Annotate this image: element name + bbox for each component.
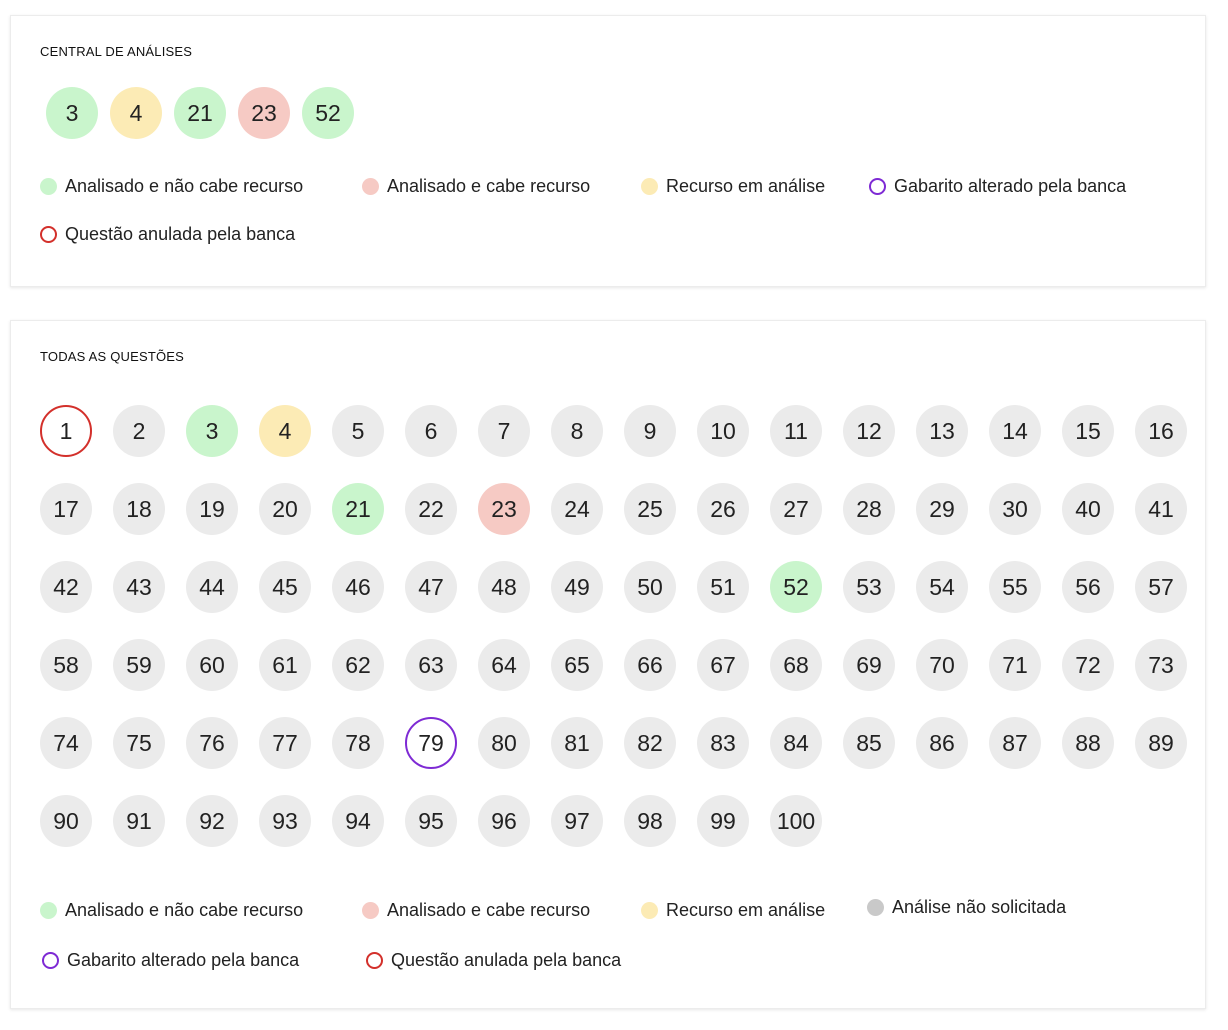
legend-purple-ring-dot-icon <box>869 178 886 195</box>
question-button[interactable]: 90 <box>40 795 92 847</box>
question-button[interactable]: 6 <box>405 405 457 457</box>
question-button[interactable]: 28 <box>843 483 895 535</box>
question-button[interactable]: 56 <box>1062 561 1114 613</box>
question-button[interactable]: 61 <box>259 639 311 691</box>
question-button[interactable]: 73 <box>1135 639 1187 691</box>
legend-item <box>366 950 621 971</box>
question-button[interactable]: 27 <box>770 483 822 535</box>
question-button[interactable]: 98 <box>624 795 676 847</box>
legend-item <box>42 950 299 971</box>
question-button[interactable]: 8 <box>551 405 603 457</box>
question-button[interactable]: 70 <box>916 639 968 691</box>
legend-yellow-dot-icon <box>641 902 658 919</box>
question-button[interactable]: 85 <box>843 717 895 769</box>
question-button[interactable]: 45 <box>259 561 311 613</box>
question-button[interactable]: 96 <box>478 795 530 847</box>
question-button[interactable]: 55 <box>989 561 1041 613</box>
question-button[interactable]: 15 <box>1062 405 1114 457</box>
question-button[interactable]: 22 <box>405 483 457 535</box>
question-button[interactable]: 95 <box>405 795 457 847</box>
question-button[interactable]: 42 <box>40 561 92 613</box>
legend-item <box>867 897 1066 918</box>
question-button[interactable]: 20 <box>259 483 311 535</box>
question-button[interactable]: 7 <box>478 405 530 457</box>
legend-gray-dot-icon <box>867 899 884 916</box>
question-button[interactable]: 30 <box>989 483 1041 535</box>
question-button[interactable]: 5 <box>332 405 384 457</box>
legend-item <box>641 176 825 197</box>
legend-label: Recurso em análise <box>666 176 826 196</box>
legend-red-ring-dot-icon <box>40 226 57 243</box>
question-button[interactable]: 18 <box>113 483 165 535</box>
question-button[interactable]: 87 <box>989 717 1041 769</box>
question-button[interactable]: 97 <box>551 795 603 847</box>
question-button[interactable]: 54 <box>916 561 968 613</box>
question-button[interactable]: 72 <box>1062 639 1114 691</box>
question-button[interactable]: 29 <box>916 483 968 535</box>
question-button[interactable]: 68 <box>770 639 822 691</box>
question-button[interactable]: 79 <box>405 717 457 769</box>
question-button[interactable]: 23 <box>238 87 290 139</box>
question-button[interactable]: 99 <box>697 795 749 847</box>
question-button[interactable]: 2 <box>113 405 165 457</box>
legend-label: Analisado e cabe recurso <box>387 900 591 920</box>
question-button[interactable]: 88 <box>1062 717 1114 769</box>
question-button[interactable]: 64 <box>478 639 530 691</box>
question-button[interactable]: 66 <box>624 639 676 691</box>
question-button[interactable]: 81 <box>551 717 603 769</box>
legend-red-ring-dot-icon <box>366 952 383 969</box>
question-button[interactable]: 25 <box>624 483 676 535</box>
legend-label: Analisado e cabe recurso <box>387 176 591 196</box>
question-button[interactable]: 4 <box>259 405 311 457</box>
question-button[interactable]: 91 <box>113 795 165 847</box>
question-button[interactable]: 14 <box>989 405 1041 457</box>
question-button[interactable]: 1 <box>40 405 92 457</box>
question-button[interactable]: 40 <box>1062 483 1114 535</box>
question-button[interactable]: 60 <box>186 639 238 691</box>
question-button[interactable]: 80 <box>478 717 530 769</box>
question-button[interactable]: 46 <box>332 561 384 613</box>
question-button[interactable]: 93 <box>259 795 311 847</box>
todas-as-questoes-panel <box>10 320 1206 1009</box>
question-button[interactable]: 69 <box>843 639 895 691</box>
legend-label: Analisado e não cabe recurso <box>65 176 304 196</box>
legend-item <box>641 900 825 921</box>
question-button[interactable]: 23 <box>478 483 530 535</box>
legend-green-dot-icon <box>40 178 57 195</box>
question-button[interactable]: 74 <box>40 717 92 769</box>
question-button[interactable]: 59 <box>113 639 165 691</box>
question-button[interactable]: 71 <box>989 639 1041 691</box>
legend-label: Questão anulada pela banca <box>391 950 622 970</box>
question-button[interactable]: 50 <box>624 561 676 613</box>
question-button[interactable]: 52 <box>302 87 354 139</box>
legend-item <box>40 900 303 921</box>
question-button[interactable]: 11 <box>770 405 822 457</box>
question-button[interactable]: 13 <box>916 405 968 457</box>
question-button[interactable]: 51 <box>697 561 749 613</box>
legend-label: Recurso em análise <box>666 900 826 920</box>
question-button[interactable]: 57 <box>1135 561 1187 613</box>
question-button[interactable]: 84 <box>770 717 822 769</box>
legend-item <box>40 176 303 197</box>
question-button[interactable]: 67 <box>697 639 749 691</box>
question-button[interactable]: 65 <box>551 639 603 691</box>
legend-red-dot-icon <box>362 902 379 919</box>
legend-label: Gabarito alterado pela banca <box>67 950 300 970</box>
question-button[interactable]: 24 <box>551 483 603 535</box>
question-button[interactable]: 17 <box>40 483 92 535</box>
central-de-analises-panel <box>10 15 1206 287</box>
legend-yellow-dot-icon <box>641 178 658 195</box>
question-button[interactable]: 63 <box>405 639 457 691</box>
legend-red-dot-icon <box>362 178 379 195</box>
question-button[interactable]: 26 <box>697 483 749 535</box>
question-button[interactable]: 41 <box>1135 483 1187 535</box>
question-button[interactable]: 58 <box>40 639 92 691</box>
question-button[interactable]: 3 <box>46 87 98 139</box>
legend-label: Analisado e não cabe recurso <box>65 900 304 920</box>
question-button[interactable]: 21 <box>174 87 226 139</box>
question-button[interactable]: 62 <box>332 639 384 691</box>
legend-green-dot-icon <box>40 902 57 919</box>
question-button[interactable]: 21 <box>332 483 384 535</box>
legend-item <box>362 176 590 197</box>
todas-panel-title: TODAS AS QUESTÕES <box>40 349 185 364</box>
legend-label: Gabarito alterado pela banca <box>894 176 1127 196</box>
question-button[interactable]: 19 <box>186 483 238 535</box>
legend-label: Questão anulada pela banca <box>65 224 296 244</box>
question-button[interactable]: 77 <box>259 717 311 769</box>
question-button[interactable]: 43 <box>113 561 165 613</box>
legend-item <box>362 900 590 921</box>
question-button[interactable]: 100 <box>770 795 822 847</box>
question-button[interactable]: 76 <box>186 717 238 769</box>
question-button[interactable]: 4 <box>110 87 162 139</box>
legend-label: Análise não solicitada <box>892 897 1067 917</box>
question-button[interactable]: 48 <box>478 561 530 613</box>
question-button[interactable]: 47 <box>405 561 457 613</box>
question-button[interactable]: 44 <box>186 561 238 613</box>
question-button[interactable]: 89 <box>1135 717 1187 769</box>
question-button[interactable]: 12 <box>843 405 895 457</box>
question-button[interactable]: 3 <box>186 405 238 457</box>
question-button[interactable]: 9 <box>624 405 676 457</box>
question-button[interactable]: 92 <box>186 795 238 847</box>
question-button[interactable]: 49 <box>551 561 603 613</box>
legend-item <box>40 224 295 245</box>
question-button[interactable]: 10 <box>697 405 749 457</box>
question-button[interactable]: 82 <box>624 717 676 769</box>
question-button[interactable]: 94 <box>332 795 384 847</box>
question-button[interactable]: 78 <box>332 717 384 769</box>
legend-purple-ring-dot-icon <box>42 952 59 969</box>
question-button[interactable]: 16 <box>1135 405 1187 457</box>
question-button[interactable]: 53 <box>843 561 895 613</box>
question-button[interactable]: 52 <box>770 561 822 613</box>
question-button[interactable]: 75 <box>113 717 165 769</box>
question-button[interactable]: 86 <box>916 717 968 769</box>
legend-item <box>869 176 1126 197</box>
question-button[interactable]: 83 <box>697 717 749 769</box>
central-panel-title: CENTRAL DE ANÁLISES <box>40 44 193 59</box>
